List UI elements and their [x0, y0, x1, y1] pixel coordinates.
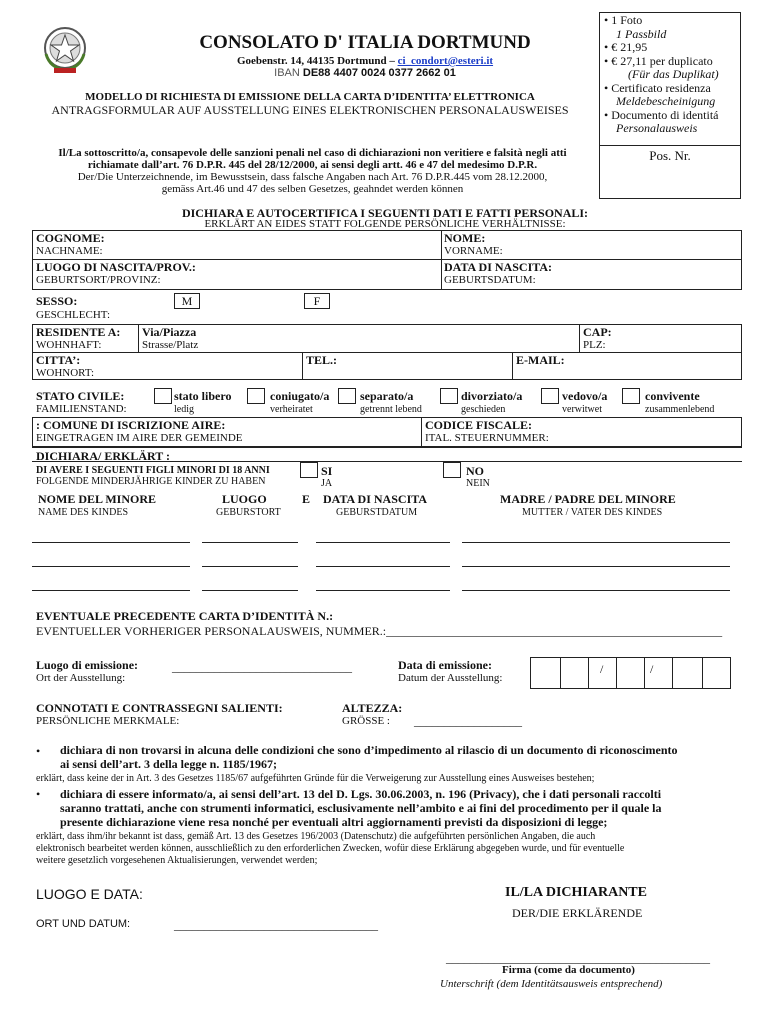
wohnort-label: WOHNORT: [36, 367, 95, 379]
data-emissione-label: Data di emissione: [398, 658, 492, 672]
child-row-3-data[interactable] [316, 590, 450, 591]
declare-heading-de: ERKLÄRT AN EIDES STATT FOLGENDE PERSÖNLICHE VERHÄLTNISSE: [204, 218, 566, 230]
civil-verheiratet-checkbox[interactable] [247, 388, 265, 404]
sex-m-checkbox[interactable] [174, 293, 200, 309]
iban-label: IBAN [274, 67, 300, 79]
civil-verheiratet-it: coniugato/a [270, 389, 330, 403]
statement-2-it-a: dichiara di essere informato/a, ai sensi dell’art. 13 del D. Lgs. 30.06.2003, n. 196 (Privacy), che i dati personali raccolti [60, 787, 662, 801]
erklaerende-label: DER/DIE ERKLÄRENDE [512, 906, 643, 920]
child-row-3-nome[interactable] [32, 590, 190, 591]
civil-ledig-it: stato libero [174, 389, 232, 403]
date-slash-2: / [650, 662, 654, 676]
child-row-3-luogo[interactable] [202, 590, 298, 591]
address-text: Goebenstr. 14, 44135 Dortmund – [236, 55, 398, 67]
residente-label: RESIDENTE A: [36, 325, 121, 339]
civil-zusammen-de: zusammenlebend [645, 404, 715, 415]
child-row-2-luogo[interactable] [202, 566, 298, 567]
child-row-1-nome[interactable] [32, 542, 190, 543]
sex-m-label: M [181, 294, 193, 308]
email-link[interactable]: ci_condort@esteri.it [397, 55, 494, 67]
decl-de-1: Der/Die Unterzeichnende, im Bewusstsein, dass falsche Angaben nach Art. 76 D.P.R.445 vom 28.12.2000, [77, 171, 548, 183]
luogo-data-label: LUOGO E DATA: [36, 886, 143, 902]
cf-label: CODICE FISCALE: [425, 418, 533, 432]
children-heading: DICHIARA/ ERKLÄRT : [36, 449, 171, 463]
iban-value: DE88 4407 0024 0377 2662 01 [302, 67, 456, 79]
col-e: E [302, 492, 311, 506]
civil-verwitwet-it: vedovo/a [562, 389, 608, 403]
nome-input[interactable] [510, 232, 739, 258]
child-row-3-genitore[interactable] [462, 590, 730, 591]
req-fee: • € 21,95 [604, 40, 648, 54]
previous-id-label-de: EVENTUELLER VORHERIGER PERSONALAUSWEIS, NUMMER.:________________________________________________________ [36, 624, 723, 638]
civil-verheiratet-de: verheiratet [270, 404, 313, 415]
form-title-it: MODELLO DI RICHIESTA DI EMISSIONE DELLA CARTA D’IDENTITA’ ELETTRONICA [85, 91, 535, 103]
altezza-label: ALTEZZA: [342, 701, 403, 715]
aire-label-de: EINGETRAGEN IM AIRE DER GEMEINDE [36, 432, 243, 444]
groesse-label: GRÖSSE : [342, 715, 390, 727]
consulate-title: CONSOLATO D' ITALIA DORTMUND [199, 32, 531, 53]
nome-label: NOME: [444, 231, 486, 245]
children-si-checkbox[interactable] [300, 462, 318, 478]
children-line-it: DI AVERE I SEGUENTI FIGLI MINORI DI 18 ANNI [36, 465, 270, 476]
citta-input[interactable] [100, 354, 299, 380]
req-foto-de: 1 Passbild [616, 26, 667, 41]
tel-label: TEL.: [306, 353, 338, 367]
geburtsort-label: GEBURTSORT/PROVINZ: [36, 274, 161, 286]
altezza-line[interactable]: __________________ [414, 714, 522, 728]
civil-zusammen-checkbox[interactable] [622, 388, 640, 404]
req-dup: • € 27,11 per duplicato [604, 53, 713, 68]
firma-label: Firma (come da documento) [502, 964, 635, 976]
col-nome-minore-de: NAME DES KINDES [38, 507, 128, 518]
civil-verwitwet-checkbox[interactable] [541, 388, 559, 404]
via-label: Via/Piazza [142, 325, 197, 339]
civil-geschieden-it: divorziato/a [461, 389, 523, 403]
col-data: DATA DI NASCITA [323, 492, 428, 506]
bullet-1: • [36, 744, 41, 758]
cap-input[interactable] [620, 326, 739, 352]
col-luogo: LUOGO [222, 492, 267, 506]
ort-datum-label: ORT UND DATUM: [36, 918, 131, 930]
cap-label: CAP: [583, 325, 612, 339]
decl-it-1: Il/La sottoscritto/a, consapevole delle sanzioni penali nel caso di dichiarazioni non veritiere e falsità negli atti [58, 147, 567, 159]
req-doc: • Documento di identitá [604, 107, 719, 122]
statement-1-it-b: ai sensi dell’art. 3 della legge n. 1185/1967; [60, 757, 277, 771]
declare-heading: DICHIARA E AUTOCERTIFICA I SEGUENTI DATI E FATTI PERSONALI: [181, 206, 589, 220]
req-doc-de: Personalausweis [616, 121, 698, 135]
civil-geschieden-checkbox[interactable] [440, 388, 458, 404]
col-genitore-de: MUTTER / VATER DES KINDES [522, 507, 663, 518]
cf-label-de: ITAL. STEUERNUMMER: [425, 432, 549, 444]
email-label: E-MAIL: [516, 353, 565, 367]
aire-input[interactable] [260, 419, 419, 445]
consulate-address [150, 55, 580, 67]
col-nome-minore: NOME DEL MINORE [38, 492, 157, 506]
datum-ausstellung-label: Datum der Ausstellung: [398, 672, 503, 684]
form-title-de: ANTRAGSFORMULAR AUF AUSSTELLUNG EINES ELEKTRONISCHEN PERSONALAUSWEISES [51, 103, 569, 117]
requirements-list [604, 14, 740, 136]
sex-f-label: F [313, 294, 321, 308]
via-input[interactable] [210, 326, 574, 352]
child-row-2-data[interactable] [316, 566, 450, 567]
geschlecht-label: GESCHLECHT: [36, 309, 111, 321]
children-line-de: FOLGENDE MINDERJÄHRIGE KINDER ZU HABEN [36, 476, 266, 487]
familienstand-label: FAMILIENSTAND: [36, 403, 127, 415]
children-no-label: NO [466, 464, 484, 478]
previous-id-label: EVENTUALE PRECEDENTE CARTA D’IDENTITÀ N.: [36, 609, 334, 623]
cognome-label: COGNOME: [36, 231, 105, 245]
luogo-nascita-input[interactable] [215, 261, 439, 289]
statement-2-it-c: presente dichiarazione viene resa nonché per eventuali altri aggiornamenti previsti da disposizioni di legge; [60, 815, 608, 829]
child-row-2-nome[interactable] [32, 566, 190, 567]
child-row-1-genitore[interactable] [462, 542, 730, 543]
col-genitore: MADRE / PADRE DEL MINORE [500, 492, 676, 506]
luogo-emissione-line[interactable]: ______________________________ [172, 660, 352, 674]
statement-2-de-c: weitere gesetzlich vorgesehenen Aktualisierungen, verwendet werden; [36, 855, 318, 866]
luogo-emissione-label: Luogo di emissione: [36, 658, 139, 672]
children-nein-label: NEIN [466, 478, 490, 489]
civil-getrennt-it: separato/a [360, 389, 414, 403]
wohnhaft-label: WOHNHAFT: [36, 339, 102, 351]
ort-datum-line[interactable]: __________________________________ [174, 918, 378, 932]
strasse-label: Strasse/Platz [142, 339, 199, 351]
statement-2-it-b: saranno trattati, anche con strumenti informatici, esclusivamente nell’ambito e ai fini del procedimento per il quale la [60, 801, 662, 815]
vorname-label: VORNAME: [444, 245, 503, 257]
cognome-input[interactable] [120, 232, 439, 258]
connotati-label: CONNOTATI E CONTRASSEGNI SALIENTI: [36, 701, 283, 715]
req-foto: • 1 Foto [604, 13, 643, 27]
child-row-1-data[interactable] [316, 542, 450, 543]
civil-getrennt-checkbox[interactable] [338, 388, 356, 404]
signature-line[interactable]: ____________________________________________ [446, 951, 710, 965]
civil-ledig-de: ledig [174, 404, 194, 415]
merkmale-label: PERSÖNLICHE MERKMALE: [36, 715, 180, 727]
sesso-label: SESSO: [36, 294, 78, 308]
data-nascita-label: DATA DI NASCITA: [444, 260, 553, 274]
civil-ledig-checkbox[interactable] [154, 388, 172, 404]
statement-1-de: erklärt, dass keine der in Art. 3 des Gesetzes 1185/67 aufgeführten Gründe für die Verweigerung zur Ausstellung eines Ausweises bestehen; [36, 773, 595, 784]
data-nascita-input[interactable] [570, 261, 739, 289]
dichiarante-label: IL/LA DICHIARANTE [505, 885, 647, 900]
req-dup-de: (Für das Duplikat) [628, 67, 719, 81]
children-ja-label: JA [321, 478, 333, 489]
citta-label: CITTA’: [36, 353, 81, 367]
pos-nr-label: Pos. Nr. [649, 148, 691, 163]
email-input[interactable] [575, 354, 739, 380]
children-no-checkbox[interactable] [443, 462, 461, 478]
civil-getrennt-de: getrennt lebend [360, 404, 422, 415]
unterschrift-label: Unterschrift (dem Identitätsausweis entsprechend) [440, 978, 663, 990]
date-slash-1: / [600, 662, 604, 676]
statement-2-de-a: erklärt, dass ihm/ihr bekannt ist dass, gemäß Art. 13 des Gesetzes 196/2003 (Datenschutz) die aufgeführten persönlichen Angaben, die auch [36, 831, 596, 842]
statement-2-de-b: elektronisch bearbeitet werden können, ausschließlich zu den erforderlichen Zwecken, wofür diese Erklärung abgegeben wurde, und für eventuelle [36, 843, 625, 854]
aire-label: : COMUNE DI ISCRIZIONE AIRE: [36, 418, 226, 432]
civil-geschieden-de: geschieden [461, 404, 506, 415]
italy-emblem [40, 24, 90, 76]
bullet-2: • [36, 787, 41, 801]
children-si-label: SI [321, 464, 333, 478]
tel-input[interactable] [345, 354, 509, 380]
plz-label: PLZ: [583, 339, 606, 351]
iban-line [150, 67, 580, 79]
nachname-label: NACHNAME: [36, 245, 103, 257]
geburtsdatum-label: GEBURTSDATUM: [444, 274, 536, 286]
statement-1-it-a: dichiara di non trovarsi in alcuna delle condizioni che sono d’impedimento al rilascio di un documento di riconoscimento [60, 743, 678, 757]
req-cert: • Certificato residenza [604, 80, 711, 95]
luogo-nascita-label: LUOGO DI NASCITA/PROV.: [36, 260, 196, 274]
civil-verwitwet-de: verwitwet [562, 404, 602, 415]
child-row-2-genitore[interactable] [462, 566, 730, 567]
decl-it-2: richiamate dall’art. 76 D.P.R. 445 del 28/12/2000, ai sensi degli artt. 46 e 47 del medesimo D.P.R. [87, 159, 538, 171]
stato-civile-label: STATO CIVILE: [36, 389, 125, 403]
sex-f-checkbox[interactable] [304, 293, 330, 309]
civil-zusammen-it: convivente [645, 389, 700, 403]
child-row-1-luogo[interactable] [202, 542, 298, 543]
decl-de-2: gemäss Art.46 und 47 des selben Gesetzes, geahndet werden können [161, 183, 464, 195]
ort-ausstellung-label: Ort der Ausstellung: [36, 672, 126, 684]
req-cert-de: Meldebescheinigung [616, 94, 716, 108]
cf-input[interactable] [560, 419, 739, 445]
col-data-de: GEBURSTDATUM [336, 507, 418, 518]
col-luogo-de: GEBURSTORT [216, 507, 281, 518]
